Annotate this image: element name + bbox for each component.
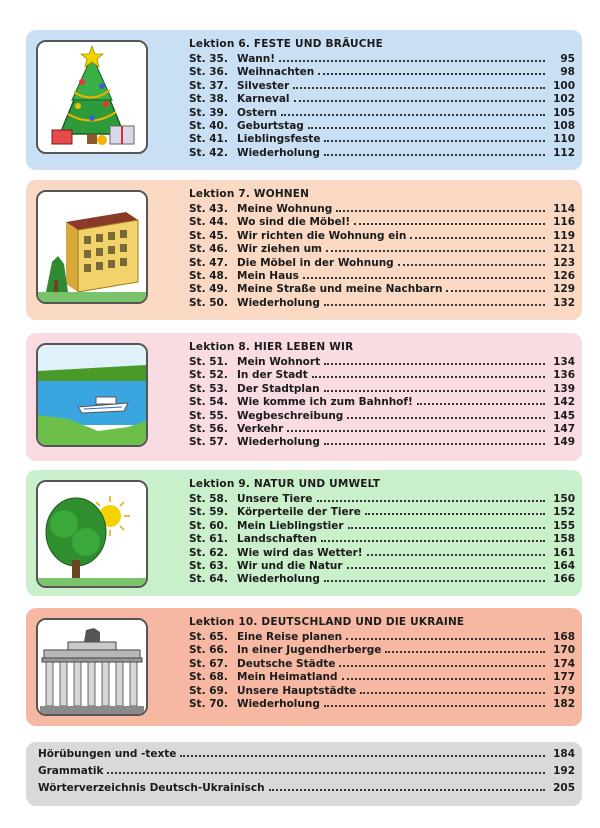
entry-title: Wiederholung [237, 436, 320, 449]
entry-title: Körperteile der Tiere [237, 506, 361, 519]
toc-entry[interactable] [189, 66, 575, 79]
page-number: 108 [553, 119, 575, 132]
page-number: 184 [553, 748, 575, 760]
lesson-section-6 [26, 30, 582, 170]
appendix-entry[interactable] [38, 782, 575, 799]
page-number: 179 [553, 684, 575, 697]
toc-entry[interactable] [189, 297, 575, 310]
entry-title: Wiederholung [237, 146, 320, 159]
page-number: 114 [553, 203, 575, 215]
dot-leader [287, 430, 545, 432]
lesson-number: St. 42. [189, 146, 228, 159]
lesson-number: St. 64. [189, 573, 228, 586]
entry-title: Wiederholung [237, 573, 320, 586]
dot-leader [269, 789, 545, 791]
dot-leader [367, 554, 545, 556]
dot-leader [365, 513, 545, 515]
entry-title: Mein Wohnort [237, 356, 321, 368]
entry-title: In einer Jugendherberge [237, 644, 382, 657]
brandenburg-gate-illustration [36, 618, 148, 716]
dot-leader [326, 250, 545, 252]
toc-entry[interactable] [189, 107, 575, 120]
lesson-number: St. 49. [189, 283, 228, 296]
lesson-number: St. 58. [189, 493, 228, 505]
lesson-number: St. 67. [189, 657, 228, 670]
appendix-section [26, 742, 582, 806]
lesson-number: St. 36. [189, 66, 228, 79]
entry-title: Wie komme ich zum Bahnhof! [237, 396, 413, 409]
page-number: 170 [553, 644, 575, 657]
page-number: 105 [553, 106, 575, 119]
page-number: 132 [553, 296, 575, 309]
entry-title: Wann! [237, 53, 276, 65]
toc-entry[interactable] [189, 547, 575, 560]
toc-entry[interactable] [189, 383, 575, 396]
lesson-number: St. 50. [189, 296, 228, 309]
lesson-section-10 [26, 608, 582, 726]
toc-entry[interactable] [189, 257, 575, 270]
page-number: 147 [553, 422, 575, 435]
toc-entry[interactable] [189, 369, 575, 382]
dot-leader [346, 638, 545, 640]
lesson-number: St. 53. [189, 382, 228, 395]
dot-leader [324, 580, 545, 582]
page-number: 139 [553, 382, 575, 395]
entry-title: Wo sind die Möbel! [237, 216, 351, 229]
toc-entry[interactable] [189, 80, 575, 93]
page-number: 164 [553, 559, 575, 572]
toc-entry[interactable] [189, 283, 575, 296]
lesson-section-7 [26, 180, 582, 320]
toc-entry[interactable] [189, 520, 575, 533]
toc-entry[interactable] [189, 93, 575, 106]
lesson-section-8 [26, 333, 582, 461]
dot-leader [324, 304, 545, 306]
page-number: 166 [553, 573, 575, 586]
entry-title: Wiederholung [237, 296, 320, 309]
page-number: 149 [553, 436, 575, 449]
lesson-number: St. 40. [189, 119, 228, 132]
dot-leader [312, 376, 545, 378]
toc-entry[interactable] [189, 243, 575, 256]
dot-leader [385, 651, 545, 653]
entry-title: Wörterverzeichnis Deutsch-Ukrainisch [38, 782, 265, 794]
entry-title: Unsere Tiere [237, 493, 313, 505]
appendix-entry[interactable] [38, 765, 575, 782]
entry-title: Deutsche Städte [237, 657, 336, 670]
toc-entry[interactable] [189, 396, 575, 409]
dot-leader [293, 87, 545, 89]
dot-leader [339, 665, 545, 667]
entry-title: Grammatik [38, 765, 104, 777]
page-number: 100 [553, 79, 575, 92]
toc-entry[interactable] [189, 685, 575, 698]
toc-entry[interactable] [189, 203, 575, 216]
lesson-number: St. 54. [189, 396, 228, 409]
entry-title: Verkehr [237, 422, 284, 435]
toc-list [189, 53, 575, 160]
toc-entry[interactable] [189, 560, 575, 573]
page-number: 95 [560, 53, 575, 65]
dot-leader [348, 527, 545, 529]
toc-entry[interactable] [189, 573, 575, 586]
page-number: 150 [553, 493, 575, 505]
toc-entry[interactable] [189, 270, 575, 283]
lesson-number: St. 41. [189, 133, 228, 146]
page-number: 121 [553, 243, 575, 256]
dot-leader [324, 443, 545, 445]
dot-leader [321, 540, 545, 542]
entry-title: Landschaften [237, 533, 317, 546]
toc-list [189, 493, 575, 587]
page-number: 161 [553, 546, 575, 559]
lesson-number: St. 56. [189, 422, 228, 435]
lesson-number: St. 59. [189, 506, 228, 519]
toc-entry[interactable] [189, 644, 575, 657]
lesson-title: Lektion 8. HIER LEBEN WIR [189, 341, 354, 353]
lesson-number: St. 44. [189, 216, 228, 229]
page-number: 129 [553, 283, 575, 296]
toc-entry[interactable] [189, 506, 575, 519]
entry-title: Lieblingsfeste [237, 133, 321, 146]
lesson-title: Lektion 6. FESTE UND BRÄUCHE [189, 38, 383, 50]
page-number: 119 [553, 229, 575, 242]
toc-entry[interactable] [189, 120, 575, 133]
dot-leader [308, 127, 545, 129]
lesson-section-9 [26, 470, 582, 596]
page-number: 155 [553, 519, 575, 532]
page-number: 168 [553, 631, 575, 643]
entry-title: Mein Heimatland [237, 671, 338, 684]
apartment-building-illustration [36, 190, 148, 304]
toc-entry[interactable] [189, 493, 575, 506]
page-number: 126 [553, 269, 575, 282]
page-number: 145 [553, 409, 575, 422]
dot-leader [294, 100, 545, 102]
page-number: 177 [553, 671, 575, 684]
toc-list [189, 356, 575, 450]
dot-leader [324, 390, 545, 392]
lesson-number: St. 47. [189, 256, 228, 269]
lesson-number: St. 52. [189, 369, 228, 382]
page-number: 112 [553, 146, 575, 159]
dot-leader [398, 264, 545, 266]
lesson-number: St. 39. [189, 106, 228, 119]
entry-title: Die Möbel in der Wohnung [237, 256, 394, 269]
toc-entry[interactable] [189, 356, 575, 369]
dot-leader [336, 210, 545, 212]
toc-list [189, 631, 575, 711]
river-boat-illustration [36, 343, 148, 447]
toc-entry[interactable] [189, 410, 575, 423]
entry-title: Weihnachten [237, 66, 315, 79]
dot-leader [317, 500, 545, 502]
entry-title: Mein Lieblingstier [237, 519, 344, 532]
toc-entry[interactable] [189, 658, 575, 671]
entry-title: Geburtstag [237, 119, 304, 132]
lesson-number: St. 63. [189, 559, 228, 572]
page-number: 142 [553, 396, 575, 409]
toc-list [189, 203, 575, 310]
dot-leader [347, 567, 545, 569]
entry-title: Meine Straße und meine Nachbarn [237, 283, 443, 296]
entry-title: Wir richten die Wohnung ein [237, 229, 407, 242]
page-number: 182 [553, 697, 575, 710]
dot-leader [410, 237, 545, 239]
dot-leader [324, 363, 545, 365]
toc-entry[interactable] [189, 147, 575, 160]
dot-leader [360, 692, 545, 694]
dot-leader [342, 678, 545, 680]
toc-entry[interactable] [189, 533, 575, 546]
lesson-number: St. 38. [189, 93, 228, 106]
entry-title: Wiederholung [237, 697, 320, 710]
entry-title: Silvester [237, 79, 290, 92]
entry-title: Eine Reise planen [237, 631, 343, 643]
toc-entry[interactable] [189, 53, 575, 66]
tree-and-sun-illustration [36, 480, 148, 588]
page-number: 98 [560, 66, 575, 79]
lesson-number: St. 37. [189, 79, 228, 92]
page-number: 110 [553, 133, 575, 146]
lesson-number: St. 60. [189, 519, 228, 532]
dot-leader [446, 290, 545, 292]
dot-leader [279, 60, 545, 62]
dot-leader [354, 223, 545, 225]
page-number: 116 [553, 216, 575, 229]
toc-entry[interactable] [189, 698, 575, 711]
page-number: 136 [553, 369, 575, 382]
page-number: 152 [553, 506, 575, 519]
toc-entry[interactable] [189, 230, 575, 243]
entry-title: In der Stadt [237, 369, 308, 382]
lesson-title: Lektion 7. WOHNEN [189, 188, 310, 200]
lesson-number: St. 66. [189, 644, 228, 657]
lesson-number: St. 62. [189, 546, 228, 559]
lesson-number: St. 35. [189, 53, 228, 65]
lesson-number: St. 57. [189, 436, 228, 449]
dot-leader [324, 140, 545, 142]
toc-entry[interactable] [189, 671, 575, 684]
entry-title: Hörübungen und -texte [38, 748, 177, 760]
lesson-number: St. 51. [189, 356, 228, 368]
lesson-number: St. 65. [189, 631, 228, 643]
page-number: 102 [553, 93, 575, 106]
lesson-number: St. 61. [189, 533, 228, 546]
toc-entry[interactable] [189, 631, 575, 644]
entry-title: Karneval [237, 93, 290, 106]
lesson-number: St. 45. [189, 229, 228, 242]
dot-leader [281, 114, 545, 116]
dot-leader [417, 403, 545, 405]
page-number: 134 [553, 356, 575, 368]
entry-title: Wegbeschreibung [237, 409, 344, 422]
entry-title: Unsere Hauptstädte [237, 684, 357, 697]
appendix-entry[interactable] [38, 748, 575, 765]
lesson-number: St. 55. [189, 409, 228, 422]
dot-leader [180, 755, 545, 757]
page-number: 123 [553, 256, 575, 269]
lesson-title: Lektion 9. NATUR UND UMWELT [189, 478, 381, 490]
dot-leader [347, 417, 545, 419]
dot-leader [324, 154, 545, 156]
entry-title: Mein Haus [237, 269, 299, 282]
dot-leader [303, 277, 545, 279]
lesson-number: St. 68. [189, 671, 228, 684]
dot-leader [318, 73, 545, 75]
page-number: 158 [553, 533, 575, 546]
entry-title: Ostern [237, 106, 277, 119]
lesson-number: St. 48. [189, 269, 228, 282]
toc-entry[interactable] [189, 436, 575, 449]
appendix-list [38, 748, 575, 799]
entry-title: Wir und die Natur [237, 559, 343, 572]
page-number: 205 [553, 782, 575, 794]
toc-entry[interactable] [189, 216, 575, 229]
entry-title: Wir ziehen um [237, 243, 322, 256]
christmas-tree-illustration [36, 40, 148, 154]
toc-entry[interactable] [189, 133, 575, 146]
page-number: 174 [553, 657, 575, 670]
lesson-number: St. 46. [189, 243, 228, 256]
page-number: 192 [553, 765, 575, 777]
entry-title: Meine Wohnung [237, 203, 333, 215]
entry-title: Wie wird das Wetter! [237, 546, 363, 559]
toc-entry[interactable] [189, 423, 575, 436]
lesson-number: St. 43. [189, 203, 228, 215]
dot-leader [324, 705, 545, 707]
lesson-title: Lektion 10. DEUTSCHLAND UND DIE UKRAINE [189, 616, 465, 628]
lesson-number: St. 70. [189, 697, 228, 710]
dot-leader [107, 772, 545, 774]
lesson-number: St. 69. [189, 684, 228, 697]
entry-title: Der Stadtplan [237, 382, 320, 395]
